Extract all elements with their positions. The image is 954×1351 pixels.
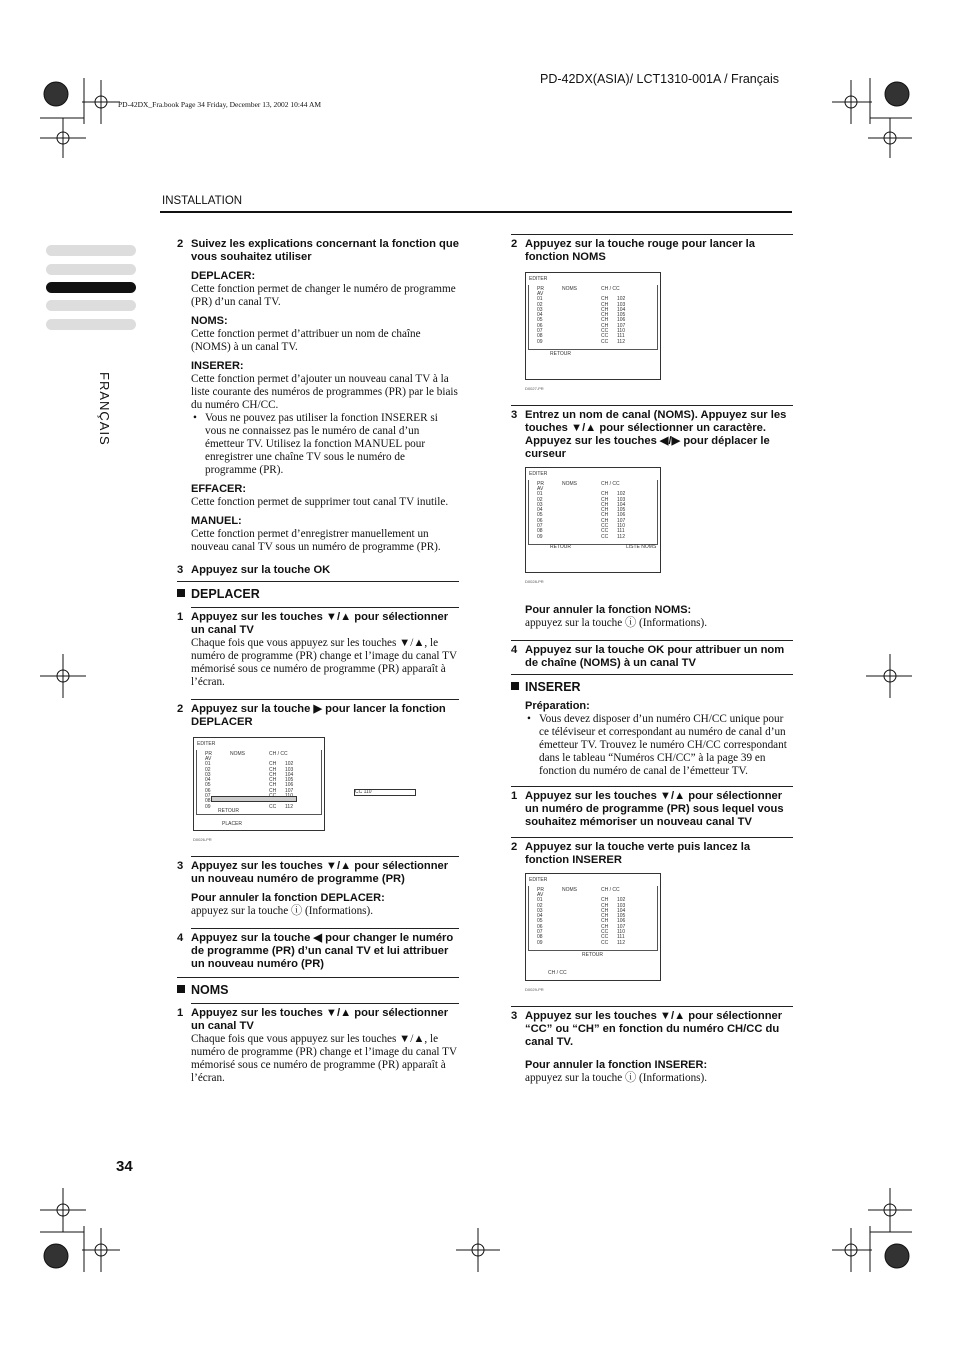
- rule: [511, 640, 793, 641]
- definition: Cette fonction permet de supprimer tout canal TV inutile.: [191, 496, 449, 508]
- step-number: 4: [177, 932, 184, 944]
- pr-list: AV 01 02 03 04 05 06 07 08 09: [537, 291, 544, 345]
- term: NOMS:: [191, 315, 228, 327]
- step-number: 3: [177, 860, 184, 872]
- rule: [177, 581, 459, 582]
- retour-label: RETOUR: [582, 951, 604, 958]
- pr-list: AV 01 02 03 04 05 06 07 08 09: [537, 486, 544, 540]
- step-text: Suivez les explications concernant la fonction que vous souhaitez utiliser: [191, 238, 459, 263]
- retour-label: RETOUR: [550, 350, 572, 357]
- rule: [511, 405, 793, 406]
- ch-list: CH CH CH CH CH CH CC CC CC: [601, 897, 609, 946]
- chcc-header: CH / CC: [601, 481, 620, 487]
- step-number: 3: [177, 564, 184, 576]
- image-caption: D0027-PR: [525, 386, 544, 391]
- section-title: [177, 984, 459, 997]
- image-caption: D0026-PR: [193, 837, 212, 842]
- step-heading: [177, 238, 459, 264]
- chapter-tab-active: [46, 282, 136, 293]
- rule: [177, 977, 459, 978]
- chcc-label: CH / CC: [548, 969, 567, 976]
- definition: Cette fonction permet d’ajouter un nouveau canal TV à la liste courante des numéros de programmes (PR) par le biais du numéro CH/CC.: [191, 373, 458, 411]
- step-text: Appuyez sur la touche OK: [191, 564, 331, 576]
- step-number: 1: [177, 1007, 184, 1019]
- cancel-text: appuyez sur la touche ⓘ (Informations).: [191, 905, 374, 917]
- tv-screen-inserer: [525, 873, 661, 981]
- num-list: 102 103 104 105 106 107 110 111 112: [617, 296, 626, 345]
- screen-body: [196, 750, 322, 815]
- screen-title: EDITER: [529, 877, 548, 883]
- screen-title: EDITER: [529, 276, 548, 282]
- rule: [511, 786, 793, 787]
- cancel-text: appuyez sur la touche ⓘ (Informations).: [525, 1072, 708, 1084]
- step-body: Chaque fois que vous appuyez sur les touches ▼/▲, le numéro de programme (PR) change et l’image du canal TV mémorisé sous ce numéro de programme (PR) apparaît à l’écran.: [191, 637, 457, 688]
- term: EFFACER:: [191, 483, 246, 495]
- section-title: [511, 681, 793, 694]
- cancel-title: Pour annuler la fonction DEPLACER:: [191, 892, 385, 904]
- image-caption: D0029-PR: [525, 987, 544, 992]
- rule: [511, 674, 793, 675]
- definition: Cette fonction permet de changer le numéro de programme (PR) d’un canal TV.: [191, 283, 456, 308]
- step-body: Chaque fois que vous appuyez sur les touches ▼/▲, le numéro de programme (PR) change et l’image du canal TV mémorisé sous ce numéro de programme (PR) apparaît à l’écran.: [191, 1033, 457, 1084]
- rule: [191, 607, 459, 608]
- section-title-text: INSERER: [525, 680, 581, 694]
- placer-label: PLACER: [222, 820, 243, 827]
- cancel-title: Pour annuler la fonction NOMS:: [525, 604, 692, 616]
- section-header: INSTALLATION: [162, 195, 243, 207]
- doc-id: PD-42DX(ASIA)/ LCT1310-001A / Français: [540, 72, 779, 86]
- step-heading: [177, 564, 459, 577]
- image-caption: D0028-PR: [525, 579, 544, 584]
- pr-header: PR: [205, 751, 212, 757]
- step-heading: [177, 1007, 459, 1033]
- term: DEPLACER:: [191, 270, 256, 282]
- step-text: Appuyez sur les touches ▼/▲ pour sélectionner un canal TV: [191, 611, 449, 636]
- page-number: 34: [116, 1158, 133, 1175]
- step-text: Appuyez sur les touches ▼/▲ pour sélectionner un numéro de programme (PR) sous lequel vous souhaitez mémoriser un nouveau canal TV: [525, 790, 784, 828]
- chapter-tab: [46, 245, 136, 256]
- step-heading: [177, 703, 459, 729]
- step-heading: [511, 409, 793, 461]
- noms-header: NOMS: [562, 481, 577, 487]
- rule: [191, 856, 459, 857]
- screen-title: EDITER: [529, 471, 548, 477]
- prep-title: Préparation:: [525, 700, 590, 712]
- move-target: CC 110: [354, 789, 416, 796]
- step-text: Entrez un nom de canal (NOMS). Appuyez sur les touches ▼/▲ pour sélectionner un caractère. Appuyez sur les touches ◀/▶ pour déplacer le curseur: [525, 409, 787, 460]
- pr-header: PR: [537, 887, 544, 893]
- screen-body: [528, 480, 658, 545]
- step-heading: [177, 932, 459, 971]
- liste-noms-label: LISTE NOMS: [626, 543, 657, 550]
- section-title-text: DEPLACER: [191, 587, 260, 601]
- rule: [511, 1006, 793, 1007]
- step-text: Appuyez sur la touche rouge pour lancer la fonction NOMS: [525, 238, 756, 263]
- chcc-header: CH / CC: [601, 286, 620, 292]
- section-title-text: NOMS: [191, 983, 229, 997]
- screen-body: [528, 886, 658, 951]
- rule: [191, 699, 459, 700]
- tv-screen-deplacer: [193, 737, 372, 831]
- step-heading: [511, 790, 793, 829]
- step-number: 4: [511, 644, 518, 656]
- step-number: 2: [511, 238, 518, 250]
- step-text: Appuyez sur les touches ▼/▲ pour sélectionner un canal TV: [191, 1007, 449, 1032]
- step-heading: [177, 611, 459, 637]
- num-list: 102 103 104 105 106 107 110 111 112: [617, 491, 626, 540]
- term: INSERER:: [191, 360, 244, 372]
- step-heading: [177, 860, 459, 886]
- step-number: 2: [177, 703, 184, 715]
- step-text: Appuyez sur la touche OK pour attribuer un nom de chaîne (NOMS) à un canal TV: [525, 644, 785, 669]
- rule: [511, 837, 793, 838]
- step-number: 1: [177, 611, 184, 623]
- chapter-tab: [46, 319, 136, 330]
- section-title: [177, 588, 459, 601]
- ch-list: CH CH CH CH CH CH CC CC CC: [601, 296, 609, 345]
- step-number: 3: [511, 1010, 518, 1022]
- step-text: Appuyez sur les touches ▼/▲ pour sélectionner un nouveau numéro de programme (PR): [191, 860, 449, 885]
- step-heading: [511, 841, 793, 867]
- term: MANUEL:: [191, 515, 242, 527]
- left-column: [177, 238, 459, 1085]
- definition: Cette fonction permet d’enregistrer manuellement un nouveau canal TV sous un numéro de programme (PR).: [191, 528, 441, 553]
- step-text: Appuyez sur la touche verte puis lancez la fonction INSERER: [525, 841, 751, 866]
- screen-title: EDITER: [197, 741, 216, 747]
- definition: Cette fonction permet d’attribuer un nom de chaîne (NOMS) à un canal TV.: [191, 328, 421, 353]
- chapter-tab: [46, 300, 136, 311]
- bullet: • Vous devez disposer d’un numéro CH/CC unique pour ce téléviseur et correspondant au numéro de canal d’un émetteur TV. Trouvez le numéro CH/CC correspondant dans le tableau “Numéros CH/CC” à la page 39 en fonction du numéro de canal de l’émetteur TV.: [511, 713, 793, 778]
- tv-screen-noms-edit: [525, 467, 661, 573]
- highlight-bar: [211, 796, 297, 802]
- num-list: 102 103 104 105 106 107 110 111 112: [617, 897, 626, 946]
- step-heading: [511, 238, 793, 264]
- ch-list: CH CH CH CH CH CH CC: [269, 761, 277, 810]
- book-line: PD-42DX_Fra.book Page 34 Friday, December 13, 2002 10:44 AM: [118, 100, 322, 109]
- noms-header: NOMS: [230, 751, 245, 757]
- retour-label: RETOUR: [550, 543, 572, 550]
- pr-list: AV 01 02 03 04 05 06 07 08 09: [537, 892, 544, 946]
- step-number: 1: [511, 790, 518, 802]
- step-heading: [511, 1010, 793, 1049]
- step-text: Appuyez sur la touche ▶ pour lancer la fonction DEPLACER: [191, 703, 446, 728]
- pr-list: AV 01 02 03 04 05 06 07 08 09: [205, 756, 212, 810]
- noms-header: NOMS: [562, 887, 577, 893]
- ch-list: CH CH CH CH CH CH CC CC CC: [601, 491, 609, 540]
- cancel-text: appuyez sur la touche ⓘ (Informations).: [525, 617, 708, 629]
- cancel-title: Pour annuler la fonction INSERER:: [525, 1059, 708, 1071]
- right-column: [511, 234, 793, 1085]
- side-label: FRANÇAIS: [97, 372, 112, 446]
- step-text: Appuyez sur la touche ◀ pour changer le numéro de programme (PR) d’un canal TV et lui attribuer un nouveau numéro (PR): [191, 932, 454, 970]
- step-number: 3: [511, 409, 518, 421]
- chapter-tab: [46, 264, 136, 275]
- header-rule: [160, 211, 792, 213]
- screen-body: [528, 285, 658, 350]
- tv-screen-noms: [525, 272, 661, 380]
- noms-header: NOMS: [562, 286, 577, 292]
- rule: [191, 928, 459, 929]
- rule: [511, 234, 793, 235]
- bullet: • Vous ne pouvez pas utiliser la fonction INSERER si vous ne connaissez pas le numéro de canal d’un émetteur TV. Utilisez la fonction MANUEL pour enregistrer une chaîne TV sous le numéro de programme (PR).: [177, 412, 459, 477]
- num-list: 102 103 104 105 106 107 112: [285, 761, 294, 810]
- step-heading: [511, 644, 793, 670]
- rule: [191, 1003, 459, 1004]
- chcc-header: CH / CC: [269, 751, 288, 757]
- step-number: 2: [511, 841, 518, 853]
- retour-label: RETOUR: [218, 807, 240, 814]
- step-text: Appuyez sur les touches ▼/▲ pour sélectionner “CC” ou “CH” en fonction du numéro CH/CC du canal TV.: [525, 1010, 783, 1048]
- pr-header: PR: [537, 286, 544, 292]
- chcc-header: CH / CC: [601, 887, 620, 893]
- pr-header: PR: [537, 481, 544, 487]
- step-number: 2: [177, 238, 184, 250]
